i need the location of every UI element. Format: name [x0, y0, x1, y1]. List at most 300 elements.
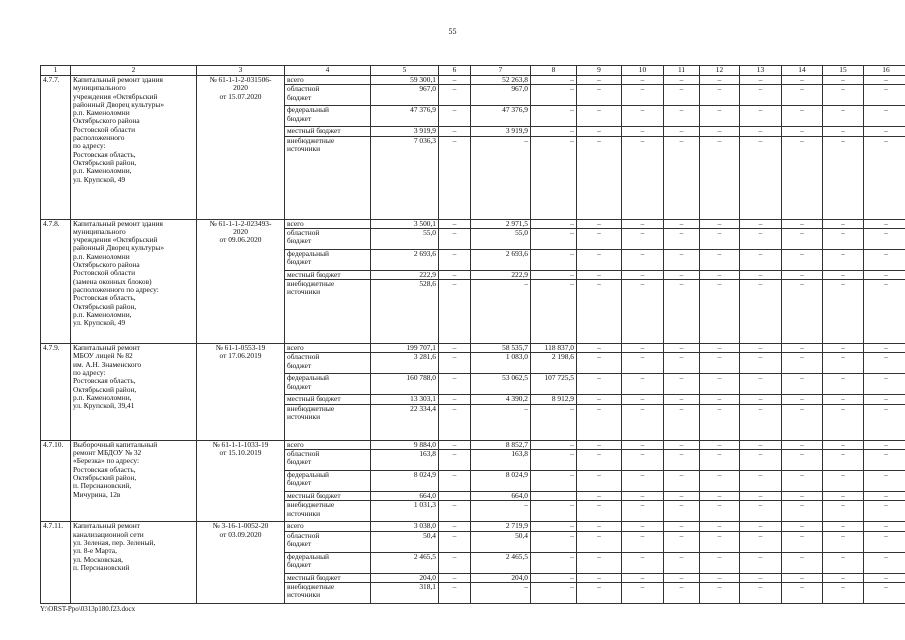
funding-source-line: местный бюджет [287, 491, 341, 501]
funding-source-line: всего [287, 219, 304, 228]
item-name-line: р.п. Каменоломни [73, 251, 130, 261]
amount-col-7: – [471, 582, 531, 603]
amount-col-8 [531, 492, 577, 501]
amount-col-13: – [740, 501, 782, 522]
amount-col-16: – [864, 582, 905, 603]
item-number: 4.7.10. [41, 440, 71, 522]
item-name [71, 440, 197, 522]
amount-col-8: – [531, 106, 577, 127]
amount-col-13: – [740, 127, 782, 136]
amount-col-9: – [577, 228, 622, 249]
funding-source-line: бюджет [287, 360, 312, 370]
funding-source [285, 270, 371, 279]
amount-col-15: – [823, 127, 864, 136]
amount-col-15: – [823, 353, 864, 374]
funding-source-line: областной [287, 352, 320, 362]
amount-col-13: – [740, 270, 782, 279]
amount-col-8: – [531, 127, 577, 136]
amount-col-7: 163,8 [471, 450, 531, 471]
amount-col-16: – [864, 127, 905, 136]
amount-total: 13 303,1 [371, 395, 439, 404]
amount-total: 967,0 [371, 85, 439, 106]
column-header: 11 [664, 66, 700, 76]
amount-total: 3 038,0 [371, 522, 439, 531]
amount-col-6: – [439, 404, 471, 440]
amount-col-13: – [740, 531, 782, 552]
amount-col-11: – [664, 280, 700, 344]
amount-col-11: – [664, 531, 700, 552]
amount-col-6: – [439, 270, 471, 279]
amount-col-6: – [439, 76, 471, 85]
amount-total: 50,4 [371, 531, 439, 552]
amount-col-8: 2 198,6 [531, 353, 577, 374]
expertise-document-line: № 61-1-1-2-031506- [209, 75, 272, 84]
funding-source-line: местный бюджет [287, 270, 341, 279]
amount-total: 3 500,1 [371, 219, 439, 228]
amount-col-7: 47 376,9 [471, 106, 531, 127]
amount-col-13: – [740, 450, 782, 471]
amount-col-15: – [823, 582, 864, 603]
funding-source-line: всего [287, 75, 304, 84]
amount-col-13: – [740, 582, 782, 603]
column-header: 3 [197, 66, 285, 76]
amount-col-13: – [740, 249, 782, 270]
amount-col-7: 664,0 [471, 492, 531, 501]
amount-col-7: 53 062,5 [471, 374, 531, 395]
amount-col-7: 222,9 [471, 270, 531, 279]
amount-total: 2 693,6 [371, 249, 439, 270]
amount-col-9: – [577, 552, 622, 573]
amount-col-6: – [439, 344, 471, 353]
amount-col-8: – [531, 270, 577, 279]
amount-col-7: 58 535,7 [471, 344, 531, 353]
amount-col-9: – [577, 492, 622, 501]
funding-source [285, 228, 371, 249]
amount-col-14: – [782, 440, 823, 449]
amount-col-16: – [864, 76, 905, 85]
amount-col-15: – [823, 270, 864, 279]
amount-col-16: – [864, 440, 905, 449]
amount-col-7: 967,0 [471, 85, 531, 106]
item-name-line: муниципального [73, 226, 126, 236]
amount-col-9: – [577, 404, 622, 440]
column-header: 16 [864, 66, 905, 76]
column-header: 15 [823, 66, 864, 76]
column-header: 8 [531, 66, 577, 76]
amount-col-9: – [577, 219, 622, 228]
item-name-line: р.п. Каменоломни [73, 108, 130, 118]
table-row [41, 344, 905, 353]
amount-col-9: – [577, 76, 622, 85]
amount-total: 7 036,3 [371, 136, 439, 219]
amount-col-8: – [531, 219, 577, 228]
amount-col-16: – [864, 404, 905, 440]
amount-col-6: – [439, 531, 471, 552]
amount-col-16: – [864, 522, 905, 531]
funding-source [285, 136, 371, 219]
funding-source-line: внебюджетные [287, 404, 335, 413]
amount-col-10: – [622, 522, 664, 531]
amount-col-7: 2 719,9 [471, 522, 531, 531]
amount-col-6: – [439, 249, 471, 270]
column-header: 6 [439, 66, 471, 76]
amount-col-12: – [700, 395, 740, 404]
amount-col-9: – [577, 85, 622, 106]
item-name-line: р.п. Каменоломни, [73, 392, 132, 402]
item-number: 4.7.11. [41, 522, 71, 604]
column-header: 7 [471, 66, 531, 76]
column-header: 14 [782, 66, 823, 76]
amount-col-7: 204,0 [471, 573, 531, 582]
amount-col-15: – [823, 573, 864, 582]
funding-source [285, 344, 371, 353]
amount-col-15: – [823, 395, 864, 404]
amount-col-7: 8 024,9 [471, 471, 531, 492]
amount-col-8: 118 837,0 [531, 344, 577, 353]
item-name-line: Ростовская область, [73, 293, 136, 303]
expertise-document-line: от 03.09.2020 [219, 529, 262, 539]
amount-col-15: – [823, 106, 864, 127]
amount-col-11: – [664, 85, 700, 106]
amount-col-9: – [577, 440, 622, 449]
amount-col-9: – [577, 106, 622, 127]
item-name-line: расположенного по адресу: [73, 284, 159, 294]
amount-col-7: – [471, 404, 531, 440]
item-name-line: ул. Московская, [73, 554, 123, 564]
amount-col-12: – [700, 573, 740, 582]
amount-col-12: – [700, 531, 740, 552]
expertise-document-line: от 15.10.2019 [219, 448, 262, 458]
item-name-line: Ростовская область, [73, 376, 136, 386]
table-row [41, 522, 905, 531]
amount-col-11: – [664, 219, 700, 228]
funding-source [285, 374, 371, 395]
amount-col-16: – [864, 492, 905, 501]
amount-col-15: – [823, 85, 864, 106]
amount-col-7: 50,4 [471, 531, 531, 552]
amount-col-8: – [531, 440, 577, 449]
amount-col-11: – [664, 471, 700, 492]
column-header-row [41, 66, 905, 76]
amount-col-9: – [577, 395, 622, 404]
expertise-document-line: № 3-16-1-0052-20 [212, 521, 269, 531]
funding-source [285, 531, 371, 552]
item-name-line: учреждения «Октябрьский [73, 91, 158, 101]
funding-source-line: местный бюджет [287, 394, 341, 404]
amount-col-16: – [864, 136, 905, 219]
funding-source-line: федеральный [287, 249, 329, 258]
amount-col-14: – [782, 450, 823, 471]
amount-col-13: – [740, 440, 782, 449]
funding-source [285, 219, 371, 228]
amount-col-6: – [439, 127, 471, 136]
amount-col-10: – [622, 440, 664, 449]
amount-col-16: – [864, 353, 905, 374]
amount-col-8: – [531, 501, 577, 522]
amount-col-12: – [700, 471, 740, 492]
amount-col-11: – [664, 395, 700, 404]
funding-source-line: бюджет [287, 538, 312, 548]
expertise-document [197, 76, 285, 220]
funding-source-line: бюджет [287, 559, 312, 569]
amount-col-16: – [864, 573, 905, 582]
amount-total: 59 300,1 [371, 76, 439, 85]
amount-col-16: – [864, 249, 905, 270]
amount-col-10: – [622, 228, 664, 249]
amount-col-14: – [782, 280, 823, 344]
funding-source-line: бюджет [287, 92, 312, 102]
item-number: 4.7.9. [41, 344, 71, 441]
amount-col-12: – [700, 450, 740, 471]
item-number: 4.7.7. [41, 76, 71, 220]
amount-col-14: – [782, 492, 823, 501]
amount-col-13: – [740, 219, 782, 228]
amount-col-11: – [664, 450, 700, 471]
amount-col-11: – [664, 228, 700, 249]
item-name-line: Ростовской области [73, 268, 136, 278]
expertise-document-line: 2020 [233, 83, 248, 93]
amount-col-9: – [577, 127, 622, 136]
amount-col-13: – [740, 573, 782, 582]
amount-total: 664,0 [371, 492, 439, 501]
amount-col-15: – [823, 249, 864, 270]
amount-col-9: – [577, 344, 622, 353]
amount-col-10: – [622, 106, 664, 127]
amount-col-11: – [664, 522, 700, 531]
funding-source-line: бюджет [287, 113, 312, 123]
item-name-line: ул. Крупской, 49 [73, 318, 126, 328]
amount-col-12: – [700, 522, 740, 531]
table-row [41, 76, 905, 85]
funding-source-line: внебюджетные [287, 500, 335, 510]
item-name-line: канализационной сети [73, 529, 144, 539]
amount-col-13: – [740, 228, 782, 249]
amount-total: 160 788,0 [371, 374, 439, 395]
amount-col-7: 2 971,5 [471, 219, 531, 228]
amount-col-6: – [439, 552, 471, 573]
item-name-line: ремонт МБДОУ № 32 [73, 448, 142, 458]
amount-total: 528,6 [371, 280, 439, 344]
funding-source [285, 353, 371, 374]
funding-source [285, 582, 371, 603]
funding-source-line: федеральный [287, 470, 329, 480]
amount-col-12: – [700, 85, 740, 106]
amount-col-13: – [740, 404, 782, 440]
amount-total: 204,0 [371, 573, 439, 582]
amount-col-15: – [823, 136, 864, 219]
item-name-line: по адресу: [73, 141, 106, 151]
funding-source [285, 395, 371, 404]
item-name-line: Капитальный ремонт здания [73, 75, 163, 84]
amount-col-16: – [864, 270, 905, 279]
amount-col-14: – [782, 531, 823, 552]
item-name-line: по адресу: [73, 368, 106, 378]
amount-col-8: 107 725,5 [531, 374, 577, 395]
amount-col-15: – [823, 471, 864, 492]
expertise-document-line: 2020 [233, 226, 248, 236]
amount-col-11: – [664, 552, 700, 573]
funding-source-line: источники [287, 508, 321, 518]
amount-col-14: – [782, 106, 823, 127]
funding-source-line: областной [287, 531, 320, 540]
funding-source-line: источники [287, 412, 321, 422]
amount-col-8: – [531, 136, 577, 219]
amount-col-10: – [622, 127, 664, 136]
item-name-line: Выборочный капитальный [73, 440, 158, 449]
column-header: 9 [577, 66, 622, 76]
amount-total: 3 281,6 [371, 353, 439, 374]
amount-col-14: – [782, 219, 823, 228]
funding-source-line: внебюджетные [287, 582, 335, 591]
amount-total: 222,9 [371, 270, 439, 279]
funding-source-line: областной [287, 84, 320, 94]
item-name-line: муниципального [73, 83, 126, 93]
amount-col-16: – [864, 531, 905, 552]
amount-col-9: – [577, 270, 622, 279]
amount-col-13: – [740, 471, 782, 492]
amount-total: 9 884,0 [371, 440, 439, 449]
amount-col-6: – [439, 353, 471, 374]
amount-col-7: 52 263,8 [471, 76, 531, 85]
column-header: 4 [285, 66, 371, 76]
amount-col-6: – [439, 136, 471, 219]
funding-source-line: бюджет [287, 257, 312, 267]
funding-source [285, 471, 371, 492]
amount-col-10: – [622, 280, 664, 344]
amount-col-8: – [531, 531, 577, 552]
amount-col-11: – [664, 404, 700, 440]
amount-col-15: – [823, 440, 864, 449]
amount-col-11: – [664, 249, 700, 270]
page-number: 55 [448, 27, 457, 36]
funding-source [285, 573, 371, 582]
funding-source [285, 85, 371, 106]
item-name-line: п. Персиановский, [73, 481, 132, 491]
item-number: 4.7.8. [41, 219, 71, 344]
amount-col-14: – [782, 374, 823, 395]
funding-source-line: местный бюджет [287, 126, 341, 136]
amount-col-12: – [700, 552, 740, 573]
amount-col-8: – [531, 471, 577, 492]
amount-col-10: – [622, 395, 664, 404]
funding-source-line: областной [287, 228, 320, 237]
amount-col-12: – [700, 249, 740, 270]
amount-col-16: – [864, 344, 905, 353]
amount-col-10: – [622, 353, 664, 374]
item-name-line: Октябрьский район, [73, 384, 137, 394]
amount-col-7: 3 919,9 [471, 127, 531, 136]
amount-col-14: – [782, 249, 823, 270]
funding-source-line: бюджет [287, 457, 312, 467]
funding-source-line: внебюджетные [287, 136, 335, 145]
amount-col-12: – [700, 106, 740, 127]
funding-source-line: федеральный [287, 105, 329, 115]
amount-col-11: – [664, 270, 700, 279]
amount-col-10: – [622, 136, 664, 219]
amount-col-13: – [740, 492, 782, 501]
amount-col-12: – [700, 440, 740, 449]
amount-col-10: – [622, 552, 664, 573]
amount-col-12: – [700, 404, 740, 440]
amount-col-13: – [740, 106, 782, 127]
amount-col-8: – [531, 404, 577, 440]
amount-col-11: – [664, 501, 700, 522]
item-name-line: Ростовская область, [73, 464, 136, 474]
amount-col-11: – [664, 127, 700, 136]
funding-source-line: бюджет [287, 478, 312, 488]
amount-col-7: 2 465,5 [471, 552, 531, 573]
amount-col-8: – [531, 450, 577, 471]
amount-col-16: – [864, 395, 905, 404]
table-row [41, 440, 905, 449]
amount-col-12: – [700, 219, 740, 228]
column-header: 1 [41, 66, 71, 76]
item-name [71, 219, 197, 344]
funding-source-line: всего [287, 440, 304, 449]
amount-col-14: – [782, 85, 823, 106]
amount-col-10: – [622, 249, 664, 270]
amount-col-15: – [823, 228, 864, 249]
amount-col-16: – [864, 552, 905, 573]
amount-col-10: – [622, 573, 664, 582]
amount-col-14: – [782, 353, 823, 374]
amount-col-11: – [664, 492, 700, 501]
amount-total: 163,8 [371, 450, 439, 471]
funding-source [285, 76, 371, 85]
expertise-document-line: № 61-1-1-1033-19 [212, 440, 269, 449]
amount-col-10: – [622, 76, 664, 85]
funding-source-line: областной [287, 449, 320, 459]
funding-source-line: источники [287, 143, 321, 153]
item-name-line: Мичурина, 12в [73, 489, 121, 499]
amount-col-13: – [740, 552, 782, 573]
expertise-document [197, 522, 285, 604]
amount-col-6: – [439, 228, 471, 249]
amount-col-12: – [700, 374, 740, 395]
funding-source [285, 552, 371, 573]
funding-source [285, 249, 371, 270]
table-row [41, 219, 905, 228]
amount-col-11: – [664, 573, 700, 582]
amount-total: 318,1 [371, 582, 439, 603]
funding-source-line: внебюджетные [287, 279, 335, 289]
amount-col-10: – [622, 471, 664, 492]
amount-col-13: – [740, 522, 782, 531]
expertise-document-line: № 61-1-0553-19 [215, 343, 266, 353]
amount-col-9: – [577, 374, 622, 395]
funding-source [285, 501, 371, 522]
amount-col-8: – [531, 249, 577, 270]
item-name-line: ул. 8-е Марта, [73, 546, 117, 556]
amount-col-11: – [664, 582, 700, 603]
funding-source-line: всего [287, 343, 304, 353]
amount-col-6: – [439, 522, 471, 531]
amount-col-8: – [531, 85, 577, 106]
amount-col-12: – [700, 353, 740, 374]
amount-col-10: – [622, 344, 664, 353]
amount-col-15: – [823, 531, 864, 552]
amount-col-10: – [622, 270, 664, 279]
amount-col-6: – [439, 280, 471, 344]
amount-col-14: – [782, 76, 823, 85]
amount-col-15: – [823, 501, 864, 522]
amount-col-8: – [531, 76, 577, 85]
item-name-line: расположенного [73, 133, 125, 143]
amount-col-6: – [439, 450, 471, 471]
amount-col-6: – [439, 573, 471, 582]
amount-col-12: – [700, 501, 740, 522]
amount-col-9: – [577, 531, 622, 552]
